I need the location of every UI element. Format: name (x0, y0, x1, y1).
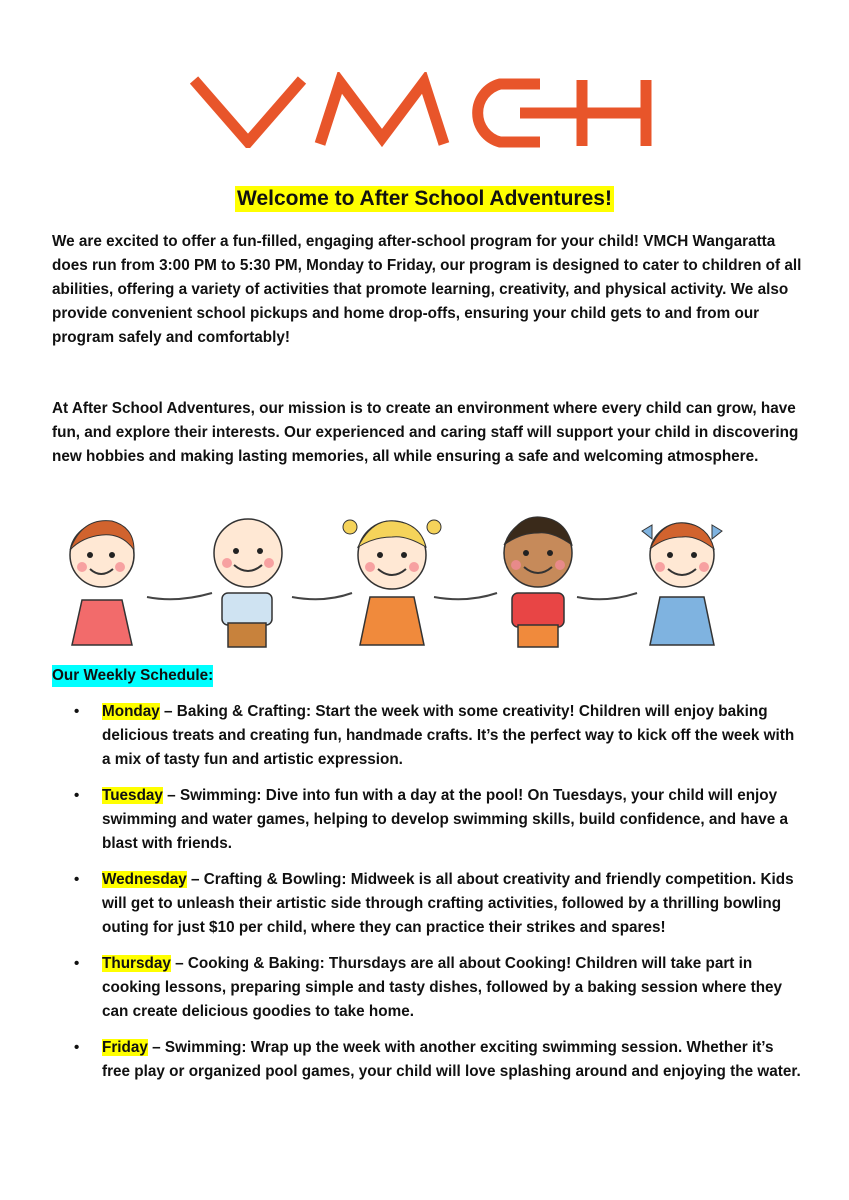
day-description: – Swimming: Dive into fun with a day at the pool! On Tuesdays, your child will enjoy swimming and water games, helping to develop swimming skills, build confidence, and have a blast with friends. (102, 787, 788, 852)
day-label: Monday (102, 703, 160, 720)
vmch-logo (190, 72, 660, 148)
day-label: Friday (102, 1039, 148, 1056)
day-label: Thursday (102, 955, 171, 972)
bullet-icon: • (74, 1039, 80, 1056)
kid-2 (214, 519, 282, 647)
schedule-item-tuesday (52, 784, 804, 856)
schedule-heading: Our Weekly Schedule: (52, 665, 213, 687)
bullet-icon: • (74, 955, 80, 972)
page-title: Welcome to After School Adventures! (237, 187, 612, 210)
kid-5 (642, 523, 722, 645)
schedule-item-wednesday (52, 868, 804, 940)
day-description: – Cooking & Baking: Thursdays are all about Cooking! Children will take part in cooking lessons, preparing simple and tasty dishes, followed by a baking session where they can create delicious goodies to take home. (102, 955, 783, 1020)
schedule-item-monday (52, 700, 804, 772)
schedule-item-friday (52, 1036, 804, 1084)
day-description: – Swimming: Wrap up the week with another exciting swimming session. Whether it’s free play or organized pool games, your child will love splashing around and enjoying the water. (102, 1039, 801, 1080)
mission-paragraph: At After School Adventures, our mission is to create an environment where every child can grow, have fun, and explore their interests. Our experienced and caring staff will support your child in discovering new hobbies and making lasting memories, all while ensuring a safe and welcoming atmosphere. (52, 400, 799, 465)
kid-1 (70, 521, 134, 645)
intro-paragraph: We are excited to offer a fun-filled, engaging after-school program for your child! VMCH Wangaratta does run from 3:00 PM to 5:30 PM, Monday to Friday, our program is designed to cater to children of all abilities, offering a variety of activities that promote learning, creativity, and physical activity. We also provide convenient school pickups and home drop-offs, ensuring your child gets to and from our program safely and comfortably! (52, 233, 802, 346)
schedule-item-thursday (52, 952, 804, 1024)
day-label: Tuesday (102, 787, 163, 804)
bullet-icon: • (74, 787, 80, 804)
weekly-schedule-list (52, 700, 804, 1096)
bullet-icon: • (74, 871, 80, 888)
kid-3 (343, 520, 441, 645)
day-description: – Crafting & Bowling: Midweek is all about creativity and friendly competition. Kids will get to unleash their artistic side through crafting activities, followed by a thrilling bowling outing for just $10 per child, where they can practice their strikes and spares! (102, 871, 794, 936)
children-holding-hands-illustration (52, 505, 788, 650)
kid-4 (504, 517, 572, 647)
day-label: Wednesday (102, 871, 187, 888)
day-description: – Baking & Crafting: Start the week with some creativity! Children will enjoy baking delicious treats and creating fun, handmade crafts. It’s the perfect way to kick off the week with a mix of tasty fun and artistic expression. (102, 703, 795, 768)
bullet-icon: • (74, 703, 80, 720)
